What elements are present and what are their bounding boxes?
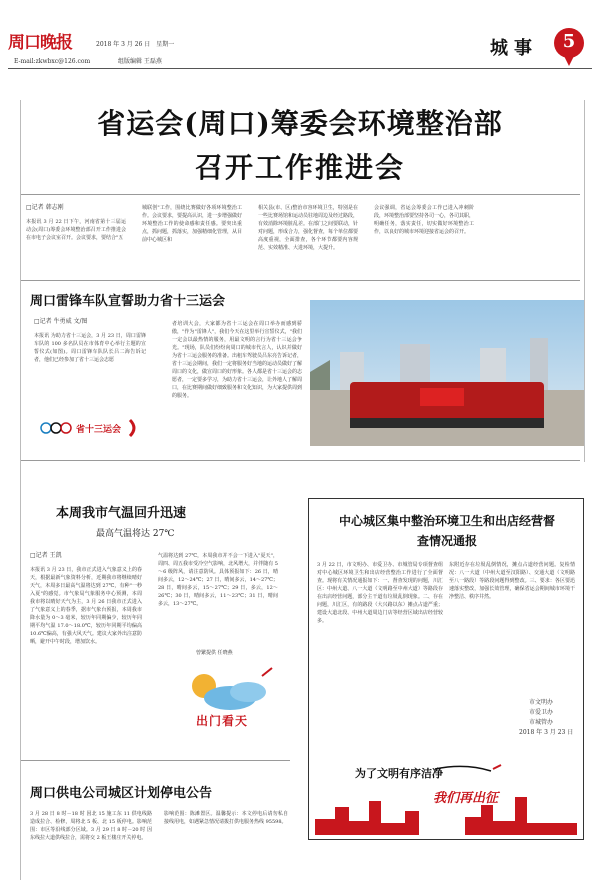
column-divider [20,100,21,880]
column-divider-right [584,100,585,462]
section-rule-1 [20,280,580,281]
column-3: 相关县(市、区)整治市容环境卫生，特别是在一些比赛场馆和运动员驻地周边及经过路段，有效消除环境脏乱差。在部门之间要联动，针对问题，形成合力，强化督查，每个单位都要高度重视，全面排查，各个环节都要内容规范、实效精准、大进环境，大提升。 [258,205,358,251]
headline: 周口雷锋车队宣誓助力省十三运会 [30,294,226,309]
signatory-3: 市城管办 [529,719,554,726]
issue-weekday: 星期一 [156,41,175,48]
article-notice-box [308,498,584,840]
column-4: 会议强调，省运会筹委会工作已进入冲刺阶段，环境整治部要坚持各司一心，各司其职，明确任务，落实责任，切实做好环境整治工作，以良好的城市环境迎接省运会的召开。 [374,205,474,235]
photo-art [310,300,584,446]
column-1: 3 月 28 日 8 时－18 时 因北 15 施工东 11 供电线路造成拉合、检修，周将北 5 板、北 15 板停电。影响范围：市区等沿线部分区域。3 月 29 日 8 时－20 时 因东线拉大道供线拉合，需将交 2 板王楼庄开关停电。 [30,811,152,841]
notice-date: 2018 年 3 月 23 日 [519,729,574,736]
banner-line-2: 我们再出征 [433,791,499,806]
section-rule-2 [20,460,580,461]
column-2: 城联创"工作，围绕比赛做好各项环境整治工作。会议要求，要提高认识，进一步增强做好环境整治工作的使命感和责任感。要突出重点，抓问题，抓落实，加强精细化管理，从目前中心城区和 [142,205,242,243]
headline-rule [20,194,580,195]
article-power-outage [0,770,304,880]
headline: 本周我市气温回升迅速 [56,506,187,521]
notice-title: 中心城区集中整治环境卫生和出店经营督查情况通报 [338,514,555,548]
weather-sticker-text: 出门看天 [196,714,249,728]
article-env-meeting [0,72,600,282]
photo-credit: 曾繁提供 任晓燕 [196,650,233,656]
column-2: 气温将达到 27℃，本周我市并不会一下进入"夏天"，周四、周五我市受冷空气影响，北风增大，并伴随有 5～6 级阵风，请注意防风。具体预报如下：26 日，晴间多云，12～24℃；27 日，晴间多云，14～27℃；28 日，晴间多云，15～27℃；29 日，多云，12～26℃；30 日，晴间多云，11～23℃；31 日，晴间多云，13～27℃。 [158,553,278,607]
column-1: 本报讯 3 月 22 日下午，河南省第十三届运动会(周口)筹委会环境整治部召开工作推进会在市电子会议室召开。会议要求，要结合"五 [26,219,126,241]
news-photo [310,300,584,446]
headline-line2: 召开工作推进会 [194,151,405,184]
sticker-text: 省十三运会 [76,425,122,435]
byline: □记者 牛勇威 文/图 [34,318,88,325]
headline-line1: 省运会(周口)筹委会环境整治部 [97,107,503,140]
page-number: 5 [562,31,576,52]
issue-date: 2018 年 3 月 26 日 [96,41,151,48]
signatory-1: 市文明办 [529,699,554,706]
sticker-games [34,414,146,442]
notice-column-1: 3 月 22 日，市文明办、市爱卫办、市城管局专项督查组对中心城区环境卫生和出店经营整治工作进行了全面督查。现将有关情况通报如下：一、督查发现的问题，川汇区：中州大道、八一大道（文明路至中州大道）等路段存在出店经营问题，部分主干道有垃圾乱倒现象。二、存在问题，川汇区，有的路段（大兴路以东）摊点占道严重；建设大道北段、中州大道周边门店等经营区域出店经营较多。 [317,562,443,624]
contact-email: E-mail:zkwbxc@126.com [14,58,91,65]
article-leifeng-team [0,282,600,462]
masthead-divider [8,68,592,69]
notice-column-2: 东附近存在垃圾乱倒情况，摊点占道经营问题。复检情况：八一大道（中州大道至汉阳路）、交通大道（文明路至八一路段）等路段问题得到整改。三、要求：各区要迅速落实整改，加强长效管理，确保省运会期间城市环境干净整洁、秩序井然。 [449,562,575,600]
byline: □记者 王凯 [30,552,62,559]
page-badge-tail [562,52,576,66]
article-weather [0,490,304,762]
masthead [0,0,600,72]
layout-editor: 组版编辑 王磊燕 [118,58,162,65]
signatory-2: 市爱卫办 [529,709,554,716]
headline: 周口供电公司城区计划停电公告 [30,786,213,801]
column-1: 本报讯 为助力省十三运会，3 月 23 日，周口雷锋车队的 100 多名队员在市体育中心举行主题的宣誓仪式(如图)。周口雷锋车队队长吕二海告诉记者，他们已经参加了省十三运会志愿 [34,333,146,363]
banner-line-1: 为了文明有序洁净 [355,767,443,780]
column-2: 者培训大会，大家都为省十三运会在周口举办而感到骄傲，"作为"雷锋人"，我们今天在这里举行宣誓仪式，"我们一定会以最热情的服务，用最文明的言行为省十三运会争光。"现场，队员们纷纷向周口的城市代言人，认识并做好为省十三运会服务的准备。出租车驾驶员吕东亮告诉记者，省十三运会期间，我们一定将服务好当地的运动员做好了解周口的文化，做宣周口的好形象。各人都是省十三运会的志愿者，一定要多学习，为助力省十三运会，让外地人了解周口，在比赛期间做好细致服务和文化知识，为大家提供周到的服务。 [172,321,302,399]
logo: 周口晚报 [8,33,72,53]
section-rule-3 [20,760,290,761]
column-1: 本报讯 3 月 23 日，我市正式进入气象意义上的春天，根据最新气象资料分析，近期我市将继续晴好天气，本周多日最高气温将达到 27℃，有种"一秒入夏"的感觉。市气象局气象服务中心预测，本周我市将以晴好天气为主，3 月 26 日我市正式进入了气象意义上的春季，据市气象台预报，本周我市降水量为 0～3 毫米，较历年同期偏少，较历年同期平均气温 17.0～18.0℃，较历年同期平均偏高 10.6℃偏高，有强大风天气。建议大家外出注意防晒，避开中午时段，增加饮水。 [30,567,142,645]
subheadline: 最高气温将达 27℃ [96,529,175,539]
column-2: 影响范围：陈滩置区。温馨提示：本文停电后请勿私自接线用电，如遇紧急情况请拨打供电服务热线 95598。 [164,811,288,825]
byline: □记者 韩志刚 [26,204,64,211]
civility-banner [315,761,577,835]
weather-illustration [176,662,288,736]
section-name: 城事 [490,38,538,59]
